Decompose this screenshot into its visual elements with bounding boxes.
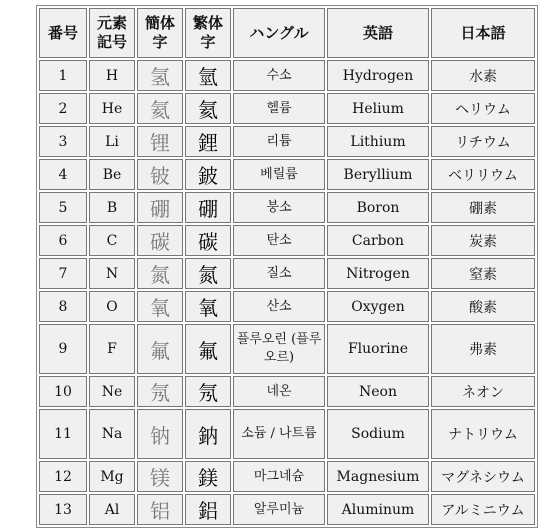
cell-english: Sodium bbox=[327, 409, 429, 459]
cell-english: Magnesium bbox=[327, 461, 429, 492]
cell-simplified: 氮 bbox=[137, 258, 183, 289]
cell-english: Helium bbox=[327, 93, 429, 124]
cell-hangul: 질소 bbox=[233, 258, 325, 289]
table-row bbox=[39, 258, 535, 289]
header-japanese: 日本語 bbox=[431, 8, 535, 58]
cell-japanese: 炭素 bbox=[431, 225, 535, 256]
cell-number: 5 bbox=[39, 192, 87, 223]
table-row bbox=[39, 494, 535, 525]
cell-symbol: B bbox=[89, 192, 135, 223]
cell-japanese: ベリリウム bbox=[431, 159, 535, 190]
table-row bbox=[39, 376, 535, 407]
cell-japanese: ネオン bbox=[431, 376, 535, 407]
cell-english: Beryllium bbox=[327, 159, 429, 190]
cell-symbol: Mg bbox=[89, 461, 135, 492]
cell-traditional: 鈉 bbox=[185, 409, 231, 459]
cell-symbol: C bbox=[89, 225, 135, 256]
header-hangul: ハングル bbox=[233, 8, 325, 58]
cell-simplified: 氢 bbox=[137, 60, 183, 91]
cell-simplified: 铝 bbox=[137, 494, 183, 525]
table-row bbox=[39, 126, 535, 157]
cell-hangul: 탄소 bbox=[233, 225, 325, 256]
cell-traditional: 氮 bbox=[185, 258, 231, 289]
cell-traditional: 氖 bbox=[185, 376, 231, 407]
cell-number: 3 bbox=[39, 126, 87, 157]
cell-symbol: O bbox=[89, 291, 135, 322]
cell-traditional: 氟 bbox=[185, 324, 231, 374]
cell-simplified: 氧 bbox=[137, 291, 183, 322]
cell-simplified: 氟 bbox=[137, 324, 183, 374]
cell-hangul: 붕소 bbox=[233, 192, 325, 223]
cell-japanese: 水素 bbox=[431, 60, 535, 91]
table-row bbox=[39, 60, 535, 91]
cell-number: 4 bbox=[39, 159, 87, 190]
cell-english: Nitrogen bbox=[327, 258, 429, 289]
cell-traditional: 鎂 bbox=[185, 461, 231, 492]
cell-japanese: ナトリウム bbox=[431, 409, 535, 459]
cell-hangul: 산소 bbox=[233, 291, 325, 322]
cell-symbol: H bbox=[89, 60, 135, 91]
cell-english: Boron bbox=[327, 192, 429, 223]
cell-japanese: リチウム bbox=[431, 126, 535, 157]
cell-english: Fluorine bbox=[327, 324, 429, 374]
element-names-table-container bbox=[36, 5, 538, 528]
table-row bbox=[39, 461, 535, 492]
header-english: 英語 bbox=[327, 8, 429, 58]
cell-symbol: F bbox=[89, 324, 135, 374]
cell-traditional: 鈹 bbox=[185, 159, 231, 190]
cell-english: Oxygen bbox=[327, 291, 429, 322]
cell-symbol: Ne bbox=[89, 376, 135, 407]
table-row bbox=[39, 93, 535, 124]
cell-simplified: 镁 bbox=[137, 461, 183, 492]
table-row bbox=[39, 225, 535, 256]
cell-english: Carbon bbox=[327, 225, 429, 256]
cell-hangul: 수소 bbox=[233, 60, 325, 91]
cell-symbol: N bbox=[89, 258, 135, 289]
cell-english: Hydrogen bbox=[327, 60, 429, 91]
cell-traditional: 碳 bbox=[185, 225, 231, 256]
cell-simplified: 氖 bbox=[137, 376, 183, 407]
table-row bbox=[39, 324, 535, 374]
cell-number: 11 bbox=[39, 409, 87, 459]
cell-symbol: He bbox=[89, 93, 135, 124]
cell-simplified: 碳 bbox=[137, 225, 183, 256]
cell-simplified: 钠 bbox=[137, 409, 183, 459]
cell-simplified: 铍 bbox=[137, 159, 183, 190]
cell-number: 12 bbox=[39, 461, 87, 492]
cell-simplified: 锂 bbox=[137, 126, 183, 157]
cell-number: 6 bbox=[39, 225, 87, 256]
cell-symbol: Li bbox=[89, 126, 135, 157]
cell-japanese: 酸素 bbox=[431, 291, 535, 322]
cell-number: 9 bbox=[39, 324, 87, 374]
table-row bbox=[39, 159, 535, 190]
cell-traditional: 氫 bbox=[185, 60, 231, 91]
cell-symbol: Na bbox=[89, 409, 135, 459]
cell-japanese: アルミニウム bbox=[431, 494, 535, 525]
cell-traditional: 硼 bbox=[185, 192, 231, 223]
cell-japanese: マグネシウム bbox=[431, 461, 535, 492]
cell-symbol: Al bbox=[89, 494, 135, 525]
table-row bbox=[39, 409, 535, 459]
cell-traditional: 氧 bbox=[185, 291, 231, 322]
cell-hangul: 소듐 / 나트륨 bbox=[233, 409, 325, 459]
header-simplified: 簡体字 bbox=[137, 8, 183, 58]
cell-hangul: 리튬 bbox=[233, 126, 325, 157]
cell-english: Lithium bbox=[327, 126, 429, 157]
cell-traditional: 鋁 bbox=[185, 494, 231, 525]
cell-number: 7 bbox=[39, 258, 87, 289]
header-row bbox=[39, 8, 535, 58]
table-row bbox=[39, 291, 535, 322]
cell-number: 1 bbox=[39, 60, 87, 91]
cell-number: 10 bbox=[39, 376, 87, 407]
cell-japanese: 硼素 bbox=[431, 192, 535, 223]
header-symbol: 元素記号 bbox=[89, 8, 135, 58]
cell-traditional: 鋰 bbox=[185, 126, 231, 157]
header-traditional: 繁体字 bbox=[185, 8, 231, 58]
cell-traditional: 氦 bbox=[185, 93, 231, 124]
cell-hangul: 플루오린 (플루오르) bbox=[233, 324, 325, 374]
cell-hangul: 베릴륨 bbox=[233, 159, 325, 190]
table-body bbox=[39, 60, 535, 525]
cell-english: Neon bbox=[327, 376, 429, 407]
cell-japanese: 弗素 bbox=[431, 324, 535, 374]
cell-number: 2 bbox=[39, 93, 87, 124]
cell-simplified: 硼 bbox=[137, 192, 183, 223]
cell-hangul: 헬륨 bbox=[233, 93, 325, 124]
cell-simplified: 氦 bbox=[137, 93, 183, 124]
cell-number: 13 bbox=[39, 494, 87, 525]
cell-hangul: 네온 bbox=[233, 376, 325, 407]
cell-symbol: Be bbox=[89, 159, 135, 190]
table-row bbox=[39, 192, 535, 223]
cell-english: Aluminum bbox=[327, 494, 429, 525]
cell-hangul: 마그네슘 bbox=[233, 461, 325, 492]
cell-number: 8 bbox=[39, 291, 87, 322]
element-names-table bbox=[36, 5, 538, 528]
cell-hangul: 알루미늄 bbox=[233, 494, 325, 525]
cell-japanese: 窒素 bbox=[431, 258, 535, 289]
cell-japanese: ヘリウム bbox=[431, 93, 535, 124]
header-number: 番号 bbox=[39, 8, 87, 58]
